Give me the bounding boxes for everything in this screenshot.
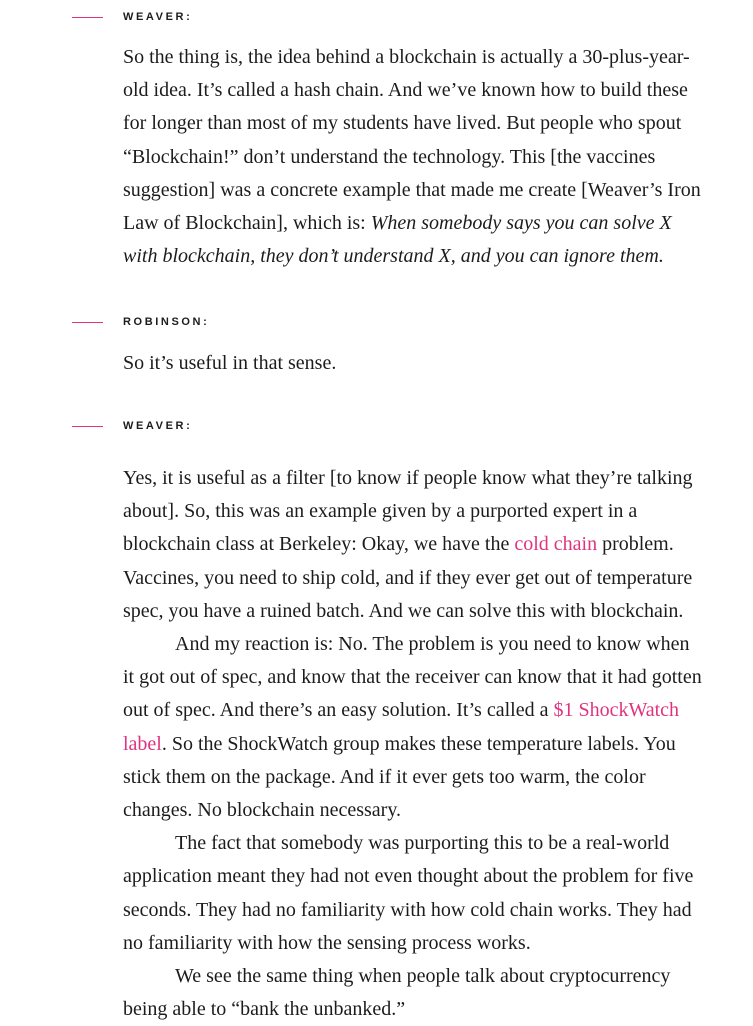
paragraph bbox=[123, 462, 703, 628]
speaker-dash bbox=[72, 426, 103, 427]
paragraph-text: problem. Vaccines, you need to ship cold, and if they ever get out of temperature spec, you have a ruined batch. And we can solve this with blockchain. bbox=[123, 533, 693, 622]
paragraph-text: We see the same thing when people talk about cryptocurrency being able to “bank the unbanked.” bbox=[123, 965, 671, 1021]
paragraph-text: So it’s useful in that sense. bbox=[123, 352, 337, 374]
transcript-turn bbox=[0, 313, 753, 380]
cold-chain-link[interactable]: cold chain bbox=[514, 533, 598, 556]
paragraph-text: The fact that somebody was purporting this to be a real-world application meant they had not even thought about the problem for five seconds. They had no familiarity with how cold chain works. They had no familiarity with how the sensing process works. bbox=[123, 832, 694, 954]
turn-body bbox=[123, 41, 703, 273]
paragraph bbox=[123, 960, 703, 1026]
paragraph-text: And my reaction is: No. The problem is you need to know when it got out of spec, and know that the receiver can know that it had gotten out of spec. And there’s an easy solution. It’s called a bbox=[123, 633, 702, 722]
transcript-turn bbox=[0, 8, 753, 273]
transcript-turn bbox=[0, 417, 753, 1026]
turn-body bbox=[123, 462, 703, 1026]
paragraph bbox=[123, 827, 703, 960]
paragraph-text: Yes, it is useful as a filter [to know if people know what they’re talking about]. So, this was an example given by a purported expert in a blockchain class at Berkeley: Okay, we have the bbox=[123, 467, 693, 556]
speaker-dash bbox=[72, 322, 103, 323]
shockwatch-label-link[interactable]: $1 ShockWatch label bbox=[123, 699, 680, 755]
speaker-dash bbox=[72, 17, 103, 18]
paragraph bbox=[123, 41, 703, 273]
speaker-label: ROBINSON: bbox=[123, 316, 210, 328]
paragraph-text: . So the ShockWatch group makes these temperature labels. You stick them on the package. And if it ever gets too warm, the color changes. No blockchain necessary. bbox=[123, 732, 676, 822]
speaker-label: WEAVER: bbox=[123, 420, 193, 432]
paragraph-text: So the thing is, the idea behind a blockchain is actually a 30-plus-year-old idea. It’s called a hash chain. And we’ve known how to build these for longer than most of my students have lived. But people who spout “Blockchain!” don’t understand the technology. This [the vaccines suggestion] was a concrete example that made me create [Weaver’s Iron Law of Blockchain], which is: bbox=[123, 46, 701, 235]
speaker-row bbox=[0, 313, 753, 333]
iron-law-quote: When somebody says you can solve X with blockchain, they don’t understand X, and you can ignore them. bbox=[123, 212, 672, 268]
speaker-row bbox=[0, 8, 753, 28]
speaker-row bbox=[0, 417, 753, 437]
turn-body bbox=[123, 347, 703, 380]
paragraph bbox=[123, 628, 703, 827]
speaker-label: WEAVER: bbox=[123, 11, 193, 23]
paragraph bbox=[123, 347, 703, 380]
